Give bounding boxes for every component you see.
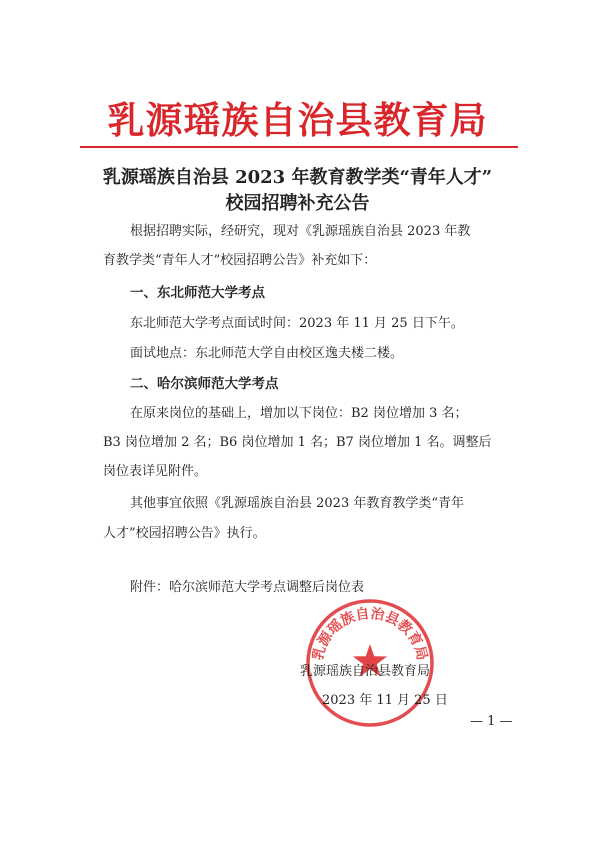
attachment-note: 附件：哈尔滨师范大学考点调整后岗位表 <box>130 580 365 595</box>
section2-heading: 二、哈尔滨师范大学考点 <box>130 376 279 392</box>
section1-interview-time: 东北师范大学考点面试时间：2023 年 11 月 25 日下午。 <box>130 316 464 331</box>
section2-line2: B3 岗位增加 2 名；B6 岗位增加 1 名；B7 岗位增加 1 名。调整后 <box>103 435 492 450</box>
intro-line1: 根据招聘实际，经研究，现对《乳源瑶族自治县 2023 年教 <box>130 224 471 239</box>
section2-line3: 岗位表详见附件。 <box>103 464 208 479</box>
other-matters-line1: 其他事宜依照《乳源瑶族自治县 2023 年教育教学类“青年 <box>130 496 464 511</box>
document-title-line1: 乳源瑶族自治县 2023 年教育教学类“青年人才” <box>102 167 493 188</box>
signature-date: 2023 年 11 月 25 日 <box>322 693 448 708</box>
issuing-org-header: 乳源瑶族自治县教育局 <box>107 98 488 142</box>
document-title-line2: 校园招聘补充公告 <box>225 193 370 214</box>
header-red-rule <box>80 146 518 148</box>
section1-heading: 一、东北师范大学考点 <box>130 285 265 301</box>
page-number: — 1 — <box>470 714 513 729</box>
seal-text: 乳源瑶族自治县教育局 <box>310 605 430 662</box>
signature-org: 乳源瑶族自治县教育局 <box>300 664 431 679</box>
intro-line2: 育教学类“青年人才”校园招聘公告》补充如下： <box>103 253 377 268</box>
official-seal-stamp <box>303 596 437 730</box>
other-matters-line2: 人才”校园招聘公告》执行。 <box>103 526 266 541</box>
section1-interview-location: 面试地点：东北师范大学自由校区逸夫楼二楼。 <box>130 346 404 361</box>
section2-line1: 在原来岗位的基础上，增加以下岗位：B2 岗位增加 3 名； <box>130 406 468 421</box>
